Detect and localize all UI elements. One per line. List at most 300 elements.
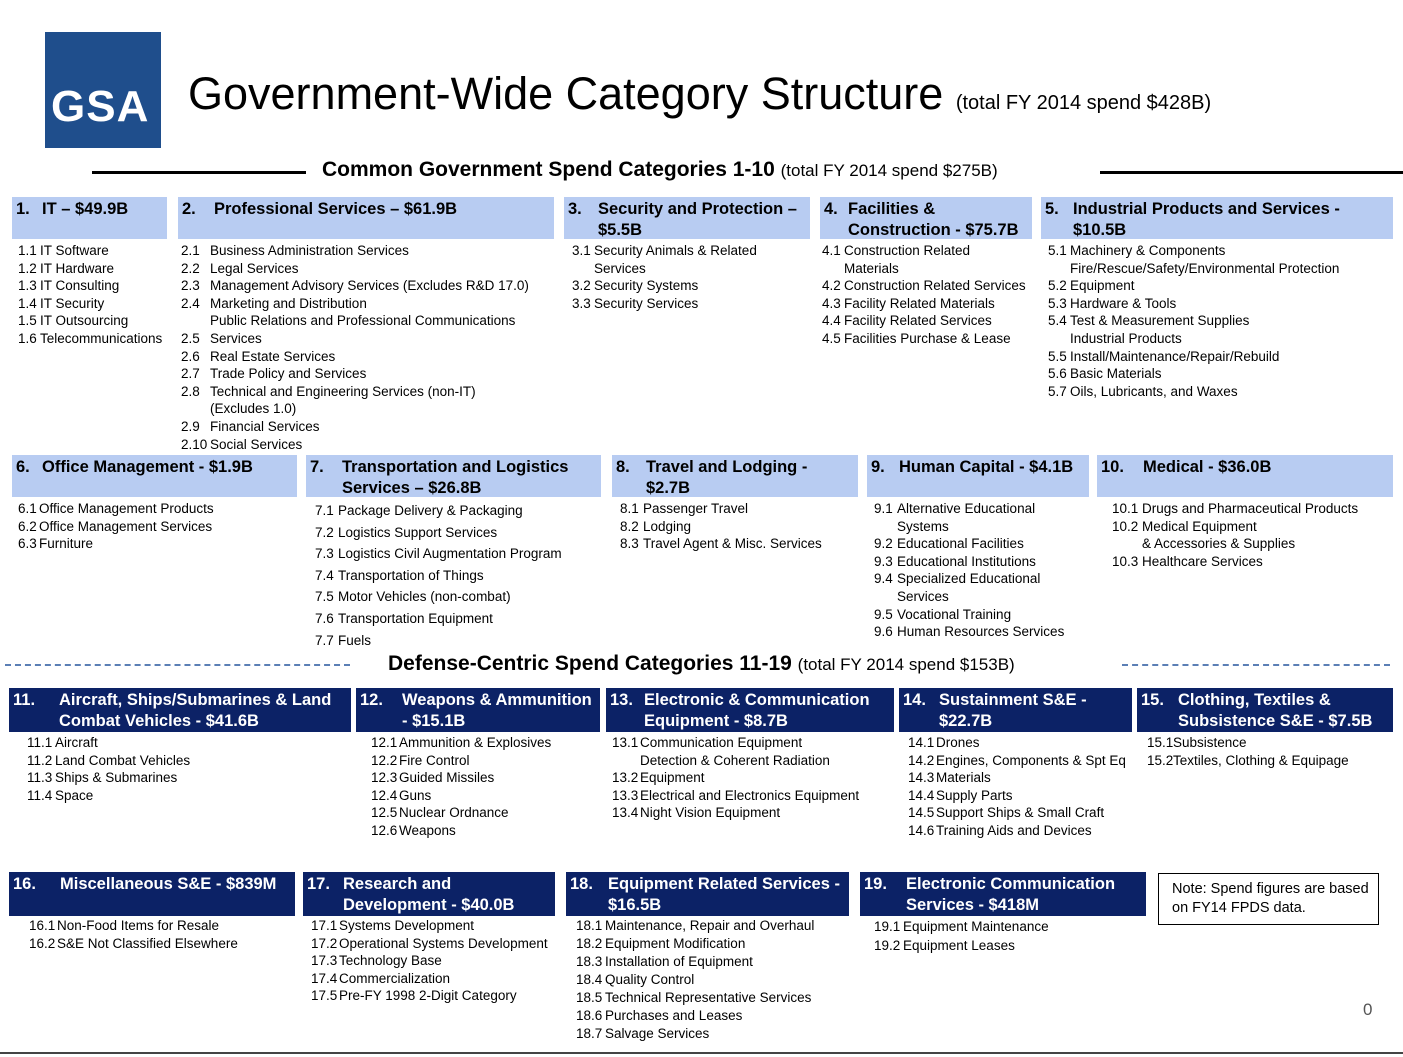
category-name: Transportation and Logistics Services – $26.8B <box>342 458 569 497</box>
item-number: 4.2 <box>822 278 841 294</box>
item-label: Weapons <box>399 822 456 838</box>
list-item <box>874 518 1064 536</box>
category-number: 9. <box>871 458 885 476</box>
category-2-header <box>178 197 554 239</box>
list-item <box>612 804 859 822</box>
item-number: 14.2 <box>908 752 935 768</box>
item-number <box>181 312 210 330</box>
item-label: IT Security <box>40 295 105 311</box>
item-number: 6.3 <box>18 536 37 552</box>
item-label: Transportation Equipment <box>338 610 493 626</box>
item-label: Medical Equipment <box>1142 518 1257 534</box>
category-name: Industrial Products and Services - $10.5B <box>1073 200 1340 239</box>
category-1-items <box>18 242 162 348</box>
list-item <box>576 1025 814 1043</box>
list-item <box>18 500 214 518</box>
list-item <box>874 936 1049 955</box>
item-number: 8.2 <box>620 518 639 534</box>
item-label: Social Services <box>210 436 303 452</box>
item-label: Industrial Products <box>1070 330 1182 346</box>
list-item <box>874 917 1049 936</box>
list-item <box>1048 383 1339 401</box>
list-item <box>311 935 548 953</box>
item-number: 15.1 <box>1147 735 1174 750</box>
category-9-header <box>867 455 1089 497</box>
list-item <box>29 935 238 953</box>
item-number: 7.3 <box>315 546 334 562</box>
list-item <box>612 769 859 787</box>
item-number: 1.3 <box>18 278 37 294</box>
item-number: 11.3 <box>27 770 53 786</box>
list-item <box>1112 553 1358 571</box>
item-number: 14.4 <box>908 787 935 803</box>
list-item <box>311 987 548 1005</box>
item-number: 1.4 <box>18 295 37 311</box>
item-number: 18.6 <box>576 1008 603 1023</box>
divider-line <box>92 171 306 174</box>
title-sub: (total FY 2014 spend $428B) <box>955 92 1212 114</box>
item-label: Trade Policy and Services <box>210 366 367 382</box>
item-label: Equipment Leases <box>903 938 1015 953</box>
item-label: Hardware & Tools <box>1070 295 1177 311</box>
list-item <box>576 953 814 971</box>
category-6-header <box>12 455 297 497</box>
item-number: 2.5 <box>181 330 200 346</box>
item-number: 13.1 <box>612 735 639 750</box>
list-item <box>371 752 551 770</box>
list-item <box>18 260 162 278</box>
category-name: Aircraft, Ships/Submarines & Land Combat Vehicles - $41.6B <box>59 691 332 730</box>
category-number: 11. <box>13 691 36 709</box>
category-name: Miscellaneous S&E - $839M <box>60 875 277 893</box>
item-label: Quality Control <box>605 972 695 987</box>
category-name: Facilities & Construction - $75.7B <box>848 200 1019 239</box>
category-10-header <box>1097 455 1393 497</box>
item-number: 5.3 <box>1048 295 1067 311</box>
item-label: Night Vision Equipment <box>640 805 781 821</box>
item-number: 1.6 <box>18 330 37 346</box>
item-number <box>612 752 640 770</box>
list-item <box>620 535 822 553</box>
category-3-header <box>564 197 810 239</box>
category-10-items <box>1112 500 1358 570</box>
list-item <box>18 330 162 348</box>
category-name: Research and Development - $40.0B <box>343 875 515 914</box>
category-name: Equipment Related Services - $16.5B <box>608 875 840 914</box>
list-item <box>576 989 814 1007</box>
page-number: 0 <box>1363 1000 1373 1019</box>
list-item <box>315 586 562 608</box>
item-label: Install/Maintenance/Repair/Rebuild <box>1070 348 1280 364</box>
item-label: Security Systems <box>594 278 699 294</box>
list-item <box>371 787 551 805</box>
item-label: Facilities Purchase & Lease <box>844 330 1011 346</box>
category-16-items <box>29 917 238 952</box>
item-number: 15.2 <box>1147 752 1174 768</box>
item-number: 4.3 <box>822 295 841 311</box>
item-number: 2.2 <box>181 260 200 276</box>
item-label: Nuclear Ordnance <box>399 805 509 821</box>
item-number <box>181 400 210 418</box>
item-label: Equipment Modification <box>605 936 746 951</box>
item-number: 1.1 <box>18 243 37 258</box>
item-label: Salvage Services <box>605 1026 710 1041</box>
item-label: Machinery & Components <box>1070 243 1226 258</box>
item-number: 11.2 <box>27 752 53 768</box>
item-label: Educational Facilities <box>897 536 1024 552</box>
item-number: 7.4 <box>315 567 334 583</box>
dashed-divider <box>5 664 350 666</box>
list-item <box>576 971 814 989</box>
item-number: 7.2 <box>315 524 334 540</box>
item-number: 9.2 <box>874 536 893 552</box>
item-number: 17.4 <box>311 970 338 986</box>
item-number: 12.5 <box>371 805 398 821</box>
item-number: 12.3 <box>371 770 398 786</box>
item-label: (Excludes 1.0) <box>210 401 297 417</box>
category-11-header <box>9 688 351 732</box>
item-label: Security Services <box>594 295 699 311</box>
item-number: 2.3 <box>181 278 200 294</box>
item-label: & Accessories & Supplies <box>1142 536 1296 552</box>
item-label: Equipment Maintenance <box>903 919 1049 934</box>
item-number: 14.1 <box>908 735 935 750</box>
item-label: Ammunition & Explosives <box>399 735 552 750</box>
list-item <box>612 752 859 770</box>
title-main: Government-Wide Category Structure <box>188 68 944 119</box>
item-label: Facility Related Materials <box>844 295 995 311</box>
item-label: IT Consulting <box>40 278 120 294</box>
list-item <box>908 787 1126 805</box>
item-label: Financial Services <box>210 418 320 434</box>
list-item <box>1048 312 1339 330</box>
item-number: 7.5 <box>315 589 334 605</box>
item-label: Ships & Submarines <box>55 770 178 786</box>
list-item <box>181 400 529 418</box>
item-label: Office Management Services <box>39 518 213 534</box>
item-label: Purchases and Leases <box>605 1008 743 1023</box>
item-number: 18.4 <box>576 972 603 987</box>
item-label: Logistics Support Services <box>338 524 498 540</box>
category-17-header <box>303 872 555 916</box>
list-item <box>181 312 529 330</box>
list-item <box>822 295 1026 313</box>
item-number: 2.1 <box>181 243 200 258</box>
item-label: Alternative Educational <box>897 501 1036 516</box>
list-item <box>572 242 757 260</box>
item-number: 18.2 <box>576 936 603 951</box>
list-item <box>371 804 551 822</box>
item-number: 5.7 <box>1048 383 1067 399</box>
item-label: Technology Base <box>339 953 442 969</box>
category-name: Clothing, Textiles & Subsistence S&E - $7.5B <box>1178 691 1373 730</box>
list-item <box>315 522 562 544</box>
list-item <box>1048 348 1339 366</box>
list-item <box>371 822 551 840</box>
item-label: IT Outsourcing <box>40 313 129 329</box>
item-label: IT Software <box>40 243 109 258</box>
item-number <box>1048 260 1070 278</box>
item-number <box>1112 535 1142 553</box>
item-label: Systems <box>897 518 949 534</box>
item-label: Commercialization <box>339 970 451 986</box>
list-item <box>315 565 562 587</box>
item-label: Security Animals & Related <box>594 243 757 258</box>
item-label: Oils, Lubricants, and Waxes <box>1070 383 1238 399</box>
list-item <box>576 1007 814 1025</box>
list-item <box>311 952 548 970</box>
category-name: Weapons & Ammunition - $15.1B <box>402 691 592 730</box>
list-item <box>315 608 562 630</box>
category-name: Medical - $36.0B <box>1143 458 1272 476</box>
item-label: Logistics Civil Augmentation Program <box>338 546 562 562</box>
item-number: 1.2 <box>18 260 37 276</box>
category-5-header <box>1041 197 1393 239</box>
item-label: Motor Vehicles (non-combat) <box>338 589 511 605</box>
list-item <box>874 588 1064 606</box>
item-number: 3.2 <box>572 278 591 294</box>
item-number: 5.5 <box>1048 348 1067 364</box>
list-item <box>18 242 162 260</box>
item-number: 10.3 <box>1112 553 1139 569</box>
item-label: Subsistence <box>1173 735 1247 750</box>
list-item <box>371 769 551 787</box>
divider-line <box>1100 171 1403 174</box>
category-5-items <box>1048 242 1339 400</box>
list-item <box>181 348 529 366</box>
category-4-items <box>822 242 1026 348</box>
category-18-items <box>576 917 814 1043</box>
item-label: Materials <box>936 770 991 786</box>
item-label: Supply Parts <box>936 787 1013 803</box>
category-15-items <box>1147 734 1349 769</box>
item-number: 13.3 <box>612 787 639 803</box>
list-item <box>27 734 190 752</box>
item-number: 5.1 <box>1048 243 1067 258</box>
item-number: 5.6 <box>1048 366 1067 382</box>
item-label: Equipment <box>1070 278 1135 294</box>
list-item <box>572 277 757 295</box>
item-number: 14.5 <box>908 805 935 821</box>
item-label: Fire/Rescue/Safety/Environmental Protection <box>1070 260 1340 276</box>
list-item <box>908 769 1126 787</box>
item-number: 10.2 <box>1112 518 1139 534</box>
item-number: 5.4 <box>1048 313 1067 329</box>
list-item <box>822 242 1026 260</box>
gsa-logo <box>45 32 161 148</box>
category-2-items <box>181 242 529 453</box>
category-14-header <box>899 688 1132 732</box>
item-number: 6.1 <box>18 501 37 516</box>
list-item <box>1112 518 1358 536</box>
item-number: 12.6 <box>371 822 398 838</box>
list-item <box>1048 242 1339 260</box>
item-number: 3.1 <box>572 243 591 258</box>
item-number: 10.1 <box>1112 501 1139 516</box>
item-label: Operational Systems Development <box>339 935 548 951</box>
list-item <box>612 734 859 752</box>
category-name: Security and Protection – $5.5B <box>598 200 797 239</box>
item-label: Electrical and Electronics Equipment <box>640 787 860 803</box>
list-item <box>620 500 822 518</box>
list-item <box>181 260 529 278</box>
item-label: Transportation of Things <box>338 567 484 583</box>
category-number: 14. <box>903 691 926 709</box>
dashed-divider <box>1122 664 1390 666</box>
item-label: Passenger Travel <box>643 501 749 516</box>
category-number: 10. <box>1101 458 1124 476</box>
list-item <box>874 570 1064 588</box>
list-item <box>27 752 190 770</box>
list-item <box>18 312 162 330</box>
item-label: Systems Development <box>339 918 475 933</box>
list-item <box>181 330 529 348</box>
category-number: 15. <box>1141 691 1164 709</box>
category-13-header <box>606 688 894 732</box>
item-number: 4.4 <box>822 313 841 329</box>
category-17-items <box>311 917 548 1005</box>
list-item <box>18 295 162 313</box>
item-number <box>874 518 897 536</box>
list-item <box>181 365 529 383</box>
category-number: 3. <box>568 200 582 218</box>
list-item <box>315 630 562 652</box>
list-item <box>822 312 1026 330</box>
item-label: Furniture <box>39 536 94 552</box>
item-number: 18.7 <box>576 1026 603 1041</box>
item-number: 12.4 <box>371 787 398 803</box>
item-label: Construction Related Services <box>844 278 1026 294</box>
item-label: Public Relations and Professional Communications <box>210 313 516 329</box>
category-13-items <box>612 734 859 822</box>
category-8-header <box>612 455 858 497</box>
item-number: 9.6 <box>874 624 893 640</box>
item-label: Facility Related Services <box>844 313 992 329</box>
item-label: Technical and Engineering Services (non-IT) <box>210 383 476 399</box>
list-item <box>612 787 859 805</box>
item-label: Test & Measurement Supplies <box>1070 313 1250 329</box>
item-label: Services <box>594 260 646 276</box>
item-label: Services <box>210 330 262 346</box>
item-number: 11.1 <box>27 735 53 750</box>
item-number: 13.2 <box>612 770 639 786</box>
item-label: Technical Representative Services <box>605 990 812 1005</box>
category-3-items <box>572 242 757 312</box>
list-item <box>1147 734 1349 752</box>
item-number: 16.2 <box>29 935 56 951</box>
category-9-items <box>874 500 1064 641</box>
category-name: Electronic & Communication Equipment - $8.7B <box>644 691 870 730</box>
item-label: Installation of Equipment <box>605 954 753 969</box>
item-number: 8.3 <box>620 536 639 552</box>
category-19-header <box>860 872 1146 916</box>
list-item <box>181 418 529 436</box>
item-number: 18.5 <box>576 990 603 1005</box>
list-item <box>822 277 1026 295</box>
list-item <box>315 500 562 522</box>
category-number: 16. <box>13 875 36 893</box>
item-number: 2.10 <box>181 436 208 452</box>
item-number: 12.1 <box>371 735 398 750</box>
list-item <box>181 383 529 401</box>
spend-note: Note: Spend figures are based on FY14 FPDS data. <box>1158 873 1379 925</box>
list-item <box>1112 535 1358 553</box>
category-8-items <box>620 500 822 553</box>
category-name: Human Capital - $4.1B <box>899 458 1074 476</box>
item-number <box>822 260 844 278</box>
category-19-items <box>874 917 1049 955</box>
item-label: Materials <box>844 260 899 276</box>
list-item <box>822 260 1026 278</box>
item-number: 2.9 <box>181 418 200 434</box>
category-name: Travel and Lodging - $2.7B <box>646 458 808 497</box>
item-label: Services <box>897 588 949 604</box>
item-label: Pre-FY 1998 2-Digit Category <box>339 988 517 1004</box>
item-label: Support Ships & Small Craft <box>936 805 1105 821</box>
item-number: 17.3 <box>311 953 338 969</box>
list-item <box>181 242 529 260</box>
item-label: Educational Institutions <box>897 553 1036 569</box>
item-label: Vocational Training <box>897 606 1012 622</box>
item-label: Specialized Educational <box>897 571 1041 587</box>
category-number: 12. <box>360 691 383 709</box>
item-number: 8.1 <box>620 501 639 516</box>
item-label: Construction Related <box>844 243 971 258</box>
list-item <box>874 500 1064 518</box>
item-number: 9.4 <box>874 571 893 587</box>
item-number: 18.3 <box>576 954 603 969</box>
item-label: Fire Control <box>399 752 470 768</box>
item-label: Training Aids and Devices <box>936 822 1092 838</box>
item-number: 19.2 <box>874 938 901 953</box>
list-item <box>1048 365 1339 383</box>
item-number: 2.8 <box>181 383 200 399</box>
item-label: Drugs and Pharmaceutical Products <box>1142 501 1359 516</box>
item-label: Legal Services <box>210 260 299 276</box>
category-number: 4. <box>824 200 838 218</box>
item-label: Office Management Products <box>39 501 214 516</box>
category-number: 1. <box>16 200 30 218</box>
item-number: 9.1 <box>874 501 893 516</box>
item-label: Textiles, Clothing & Equipage <box>1173 752 1349 768</box>
item-label: Travel Agent & Misc. Services <box>643 536 822 552</box>
list-item <box>1147 752 1349 770</box>
item-label: Drones <box>936 735 980 750</box>
list-item <box>371 734 551 752</box>
list-item <box>908 804 1126 822</box>
item-number: 14.3 <box>908 770 935 786</box>
item-number: 19.1 <box>874 919 901 934</box>
item-label: Management Advisory Services (Excludes R&D 17.0) <box>210 278 529 294</box>
item-number: 11.4 <box>27 787 53 803</box>
item-number: 14.6 <box>908 822 935 838</box>
item-number: 5.2 <box>1048 278 1067 294</box>
category-7-items <box>315 500 562 651</box>
list-item <box>311 970 548 988</box>
category-number: 6. <box>16 458 30 476</box>
list-item <box>874 535 1064 553</box>
item-number: 6.2 <box>18 518 37 534</box>
category-number: 5. <box>1045 200 1059 218</box>
item-number <box>1048 330 1070 348</box>
item-label: Fuels <box>338 632 372 648</box>
page-title <box>188 68 1211 120</box>
list-item <box>908 822 1126 840</box>
list-item <box>874 606 1064 624</box>
list-item <box>18 518 214 536</box>
category-1-header <box>12 197 167 239</box>
list-item <box>29 917 238 935</box>
